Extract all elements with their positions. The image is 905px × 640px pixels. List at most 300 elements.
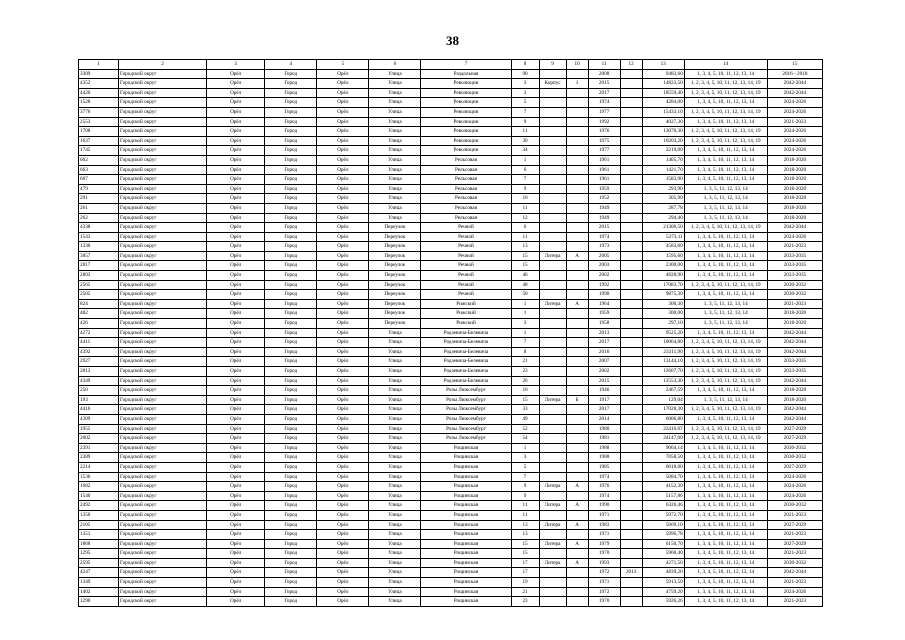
table-cell: Орёл [207, 501, 265, 511]
table-cell [539, 271, 566, 281]
table-cell [620, 472, 642, 482]
table-cell: 262 [79, 213, 119, 223]
table-cell: Революции [421, 117, 511, 127]
table-cell: Городской округ [119, 395, 207, 405]
table-cell: 1949 [588, 213, 620, 223]
table-cell: Городской округ [119, 558, 207, 568]
table-row [79, 357, 823, 367]
table-cell [566, 69, 588, 79]
table-cell: Город [265, 213, 317, 223]
table-cell: 1971 [588, 578, 620, 588]
table-cell: Орёл [207, 578, 265, 588]
table-cell: Орёл [207, 299, 265, 309]
table-cell: Городской округ [119, 232, 207, 242]
table-cell: 4272 [79, 328, 119, 338]
table-cell: Орёл [317, 194, 369, 204]
table-cell [566, 549, 588, 559]
table-row [79, 424, 823, 434]
table-cell: 2021-2023 [767, 530, 822, 540]
table-cell: Городской округ [119, 155, 207, 165]
table-cell [539, 203, 566, 213]
table-cell: Речной [421, 251, 511, 261]
table-cell [539, 184, 566, 194]
table-row [79, 319, 823, 329]
table-row [79, 376, 823, 386]
table-cell: 2027-2029 [767, 424, 822, 434]
table-cell: 2300,00 [642, 261, 684, 271]
table-cell [620, 338, 642, 348]
table-cell: Улица [369, 136, 421, 146]
table-cell: 1, 3, 4, 5, 10, 11, 12, 13, 14 [684, 386, 767, 396]
table-cell: Улица [369, 424, 421, 434]
table-cell [566, 127, 588, 137]
table-cell: 15433,10 [642, 107, 684, 117]
table-cell: 2042-2044 [767, 88, 822, 98]
table-cell: 1, 2, 3, 4, 5, 10, 11, 12, 13, 14, 19 [684, 136, 767, 146]
table-cell: Город [265, 242, 317, 252]
table-cell [566, 357, 588, 367]
table-cell: Рощинская [421, 491, 511, 501]
table-cell: 1, 3, 4, 5, 10, 11, 12, 13, 14 [684, 251, 767, 261]
table-row [79, 88, 823, 98]
table-cell [566, 309, 588, 319]
table-cell: 4284,00 [642, 98, 684, 108]
table-cell: Орёл [207, 98, 265, 108]
table-cell [539, 597, 566, 607]
table-cell: Улица [369, 520, 421, 530]
table-cell: 2033-2035 [767, 261, 822, 271]
table-cell: 1, 3, 4, 5, 10, 11, 12, 13, 14 [684, 69, 767, 79]
table-cell: 4152,30 [642, 482, 684, 492]
table-cell: Рельсовая [421, 175, 511, 185]
table-cell: 1350 [79, 510, 119, 520]
table-cell: Городской округ [119, 79, 207, 89]
table-cell: 54 [511, 434, 539, 444]
table-row [79, 568, 823, 578]
table-cell: 1 [511, 299, 539, 309]
table-cell: Орёл [317, 88, 369, 98]
table-cell: 48 [511, 280, 539, 290]
table-row [79, 405, 823, 415]
table-cell: Орёл [317, 530, 369, 540]
table-cell: 1, 3, 4, 5, 10, 11, 12, 13, 14 [684, 232, 767, 242]
table-cell: Городской округ [119, 261, 207, 271]
table-cell: Литера [539, 395, 566, 405]
table-cell: 2042-2044 [767, 414, 822, 424]
table-cell: 1, 3, 4, 5, 10, 11, 12, 13, 14 [684, 98, 767, 108]
table-cell: 2021-2023 [767, 578, 822, 588]
table-cell: Орёл [317, 107, 369, 117]
table-cell [566, 184, 588, 194]
table-cell: Улица [369, 165, 421, 175]
table-cell: Орёл [317, 482, 369, 492]
table-cell: Речной [421, 261, 511, 271]
table-cell: Орёл [207, 414, 265, 424]
table-cell: Город [265, 319, 317, 329]
table-cell: Улица [369, 491, 421, 501]
table-cell: 30 [511, 136, 539, 146]
table-cell: 2024-2026 [767, 232, 822, 242]
table-cell: Город [265, 443, 317, 453]
table-cell: 23311,90 [642, 347, 684, 357]
table-cell: 2505 [79, 290, 119, 300]
table-cell: 2017 [588, 88, 620, 98]
table-cell: 15 [511, 549, 539, 559]
table-cell: 482 [79, 309, 119, 319]
table-cell: 21300,50 [642, 223, 684, 233]
table-cell: 2024-2026 [767, 136, 822, 146]
table-cell: Переулок [369, 280, 421, 290]
table-cell: Орёл [317, 405, 369, 415]
table-cell: 1330 [79, 242, 119, 252]
table-cell: 46 [511, 271, 539, 281]
table-cell: 1964 [588, 299, 620, 309]
table-cell: 2033-2035 [767, 367, 822, 377]
table-cell: Орёл [317, 319, 369, 329]
table-cell: Улица [369, 587, 421, 597]
table-cell: 1543 [79, 232, 119, 242]
table-cell: Город [265, 290, 317, 300]
table-cell: 1, 2, 3, 4, 5, 10, 11, 12, 13, 14, 19 [684, 88, 767, 98]
table-cell [620, 117, 642, 127]
table-cell: Рельсовая [421, 194, 511, 204]
table-cell: 4416 [79, 405, 119, 415]
table-cell: Рощинская [421, 530, 511, 540]
table-cell: Орёл [207, 405, 265, 415]
table-cell: Литера [539, 482, 566, 492]
table-cell: А [566, 501, 588, 511]
table-cell: 1970 [588, 597, 620, 607]
table-cell: Рощинская [421, 510, 511, 520]
table-cell [566, 271, 588, 281]
table-cell [620, 453, 642, 463]
table-cell [539, 136, 566, 146]
table-cell: 5913,50 [642, 578, 684, 588]
table-cell: Революции [421, 136, 511, 146]
table-cell [539, 491, 566, 501]
table-cell: 2030-2032 [767, 280, 822, 290]
table-cell: Рощинская [421, 482, 511, 492]
table-cell [566, 203, 588, 213]
table-cell: 1961 [588, 155, 620, 165]
table-cell: 1682 [79, 482, 119, 492]
table-cell: Орёл [207, 261, 265, 271]
table-cell: 7 [511, 107, 539, 117]
table-cell [566, 443, 588, 453]
table-cell [539, 453, 566, 463]
table-cell: 4027,30 [642, 117, 684, 127]
table-row [79, 194, 823, 204]
table-cell [620, 328, 642, 338]
table-cell [539, 549, 566, 559]
table-cell: Орёл [207, 462, 265, 472]
table-cell: Орёл [207, 510, 265, 520]
table-cell: 2214 [79, 462, 119, 472]
table-cell: Орёл [317, 568, 369, 578]
table-cell [566, 568, 588, 578]
table-cell: Городской округ [119, 357, 207, 367]
table-cell [539, 69, 566, 79]
table-cell: 1983 [588, 520, 620, 530]
table-cell: 2021-2023 [767, 549, 822, 559]
table-cell: Город [265, 491, 317, 501]
table-cell: Орёл [207, 367, 265, 377]
table-cell: Орёл [207, 434, 265, 444]
table-cell: Орёл [317, 309, 369, 319]
table-cell: Городской округ [119, 251, 207, 261]
table-cell [539, 261, 566, 271]
table-cell: 2042-2044 [767, 347, 822, 357]
table-cell: 824 [79, 299, 119, 309]
table-cell: 1955 [79, 424, 119, 434]
table-row [79, 232, 823, 242]
table-cell: 1971 [588, 510, 620, 520]
table-cell: Городской округ [119, 376, 207, 386]
column-header: 3 [207, 60, 265, 70]
table-cell [620, 357, 642, 367]
table-cell: 2021-2023 [767, 299, 822, 309]
table-cell: 2042-2044 [767, 223, 822, 233]
table-cell: Литера [539, 558, 566, 568]
table-row [79, 578, 823, 588]
table-cell: Городской округ [119, 549, 207, 559]
table-row [79, 146, 823, 156]
table-cell: Орёл [317, 184, 369, 194]
table-cell: 1946 [588, 386, 620, 396]
table-cell: 2803 [79, 271, 119, 281]
table-cell: Город [265, 376, 317, 386]
table-cell: 1961 [588, 175, 620, 185]
table-cell: Розы Люксембург [421, 414, 511, 424]
table-cell [620, 558, 642, 568]
table-cell: 5960,40 [642, 549, 684, 559]
table-cell: 4309 [79, 414, 119, 424]
table-cell: 9 [511, 482, 539, 492]
table-cell: Улица [369, 338, 421, 348]
table-cell: Улица [369, 453, 421, 463]
table-cell: 50 [511, 290, 539, 300]
table-cell: Орёл [317, 232, 369, 242]
table-cell: Улица [369, 549, 421, 559]
table-cell: Городской округ [119, 405, 207, 415]
table-cell: 9 [511, 491, 539, 501]
column-header: 14 [684, 60, 767, 70]
table-cell: 1, 2, 3, 4, 5, 10, 11, 12, 13, 14, 19 [684, 434, 767, 444]
table-row [79, 386, 823, 396]
table-cell: 2467,59 [642, 386, 684, 396]
table-cell: Городской округ [119, 146, 207, 156]
table-cell: Орёл [317, 462, 369, 472]
table-cell: 663 [79, 165, 119, 175]
table-cell [539, 424, 566, 434]
table-cell: 15 [511, 539, 539, 549]
table-cell: 1, 3, 4, 5, 10, 11, 12, 13, 14 [684, 530, 767, 540]
table-cell: 2105 [79, 520, 119, 530]
table-cell: 1, 3, 4, 5, 10, 11, 12, 13, 14 [684, 155, 767, 165]
table-cell: Улица [369, 510, 421, 520]
table-cell: Рощинская [421, 443, 511, 453]
table-cell: 1, 3, 4, 5, 10, 11, 12, 13, 14 [684, 117, 767, 127]
table-cell: 4271,50 [642, 558, 684, 568]
table-cell: 52 [511, 424, 539, 434]
table-cell: 287,78 [642, 203, 684, 213]
table-cell: 479 [79, 184, 119, 194]
table-cell: 2018-2020 [767, 386, 822, 396]
table-cell: Городской округ [119, 203, 207, 213]
table-cell: 1958 [588, 319, 620, 329]
table-cell: 2030-2032 [767, 501, 822, 511]
table-cell [620, 434, 642, 444]
table-cell: Городской округ [119, 414, 207, 424]
table-cell [620, 261, 642, 271]
table-cell: Орёл [207, 203, 265, 213]
table-cell: 1, 2, 3, 4, 5, 10, 11, 12, 13, 14, 19 [684, 405, 767, 415]
table-cell: 19 [511, 578, 539, 588]
table-cell [539, 117, 566, 127]
table-cell: 1, 3, 4, 5, 10, 11, 12, 13, 14 [684, 242, 767, 252]
table-cell: 17 [511, 568, 539, 578]
table-cell [566, 597, 588, 607]
table-cell [539, 434, 566, 444]
table-cell: Орёл [207, 319, 265, 329]
table-cell [566, 405, 588, 415]
table-cell: 7 [511, 338, 539, 348]
table-cell: 2024-2026 [767, 146, 822, 156]
table-cell: Улица [369, 376, 421, 386]
table-cell: Город [265, 232, 317, 242]
table-cell: 3776 [79, 107, 119, 117]
table-cell: 1976 [588, 482, 620, 492]
table-cell: Город [265, 107, 317, 117]
table-cell: 4759,20 [642, 587, 684, 597]
table-cell: 1992 [588, 280, 620, 290]
table-cell: Рельсовая [421, 165, 511, 175]
table-cell: 426 [79, 319, 119, 329]
table-row [79, 242, 823, 252]
table-cell: 1974 [588, 472, 620, 482]
table-cell: 5996,78 [642, 530, 684, 540]
table-cell: Городской округ [119, 107, 207, 117]
table-cell: 6326,46 [642, 501, 684, 511]
table-cell: Городской округ [119, 271, 207, 281]
table-cell [620, 578, 642, 588]
table-cell [566, 453, 588, 463]
table-cell: Улица [369, 184, 421, 194]
table-cell: Переулок [369, 309, 421, 319]
table-cell [539, 510, 566, 520]
table-cell: Орёл [207, 175, 265, 185]
table-cell: Революции [421, 127, 511, 137]
table-cell: 2008 [588, 69, 620, 79]
table-cell: Орёл [317, 155, 369, 165]
table-cell [620, 280, 642, 290]
table-cell: Городской округ [119, 184, 207, 194]
table-cell: 2003 [588, 261, 620, 271]
table-cell: Улица [369, 578, 421, 588]
table-cell: Литера [539, 520, 566, 530]
table-cell [566, 319, 588, 329]
table-cell: Город [265, 328, 317, 338]
table-cell [566, 376, 588, 386]
table-cell [566, 175, 588, 185]
table-cell: Орёл [207, 309, 265, 319]
table-cell: 7058,50 [642, 453, 684, 463]
table-cell [539, 443, 566, 453]
table-cell: Орёл [207, 242, 265, 252]
table-cell: 7 [511, 472, 539, 482]
table-cell: Городской округ [119, 98, 207, 108]
table-cell: 1, 3, 4, 5, 10, 11, 12, 13, 14 [684, 520, 767, 530]
table-cell: Переулок [369, 242, 421, 252]
table-cell: 5 [511, 462, 539, 472]
table-cell: Орёл [317, 338, 369, 348]
table-cell: Орёл [207, 146, 265, 156]
table-cell [620, 424, 642, 434]
table-cell [566, 386, 588, 396]
table-cell: 1, 3, 4, 5, 10, 11, 12, 13, 14 [684, 578, 767, 588]
table-cell: Городской округ [119, 501, 207, 511]
table-cell: Орёл [207, 530, 265, 540]
table-cell: Орёл [207, 347, 265, 357]
table-cell [620, 165, 642, 175]
table-cell: 1, 2, 3, 4, 5, 10, 11, 12, 13, 14, 19 [684, 424, 767, 434]
table-cell: Речной [421, 290, 511, 300]
table-cell: 2553 [79, 117, 119, 127]
table-cell [566, 280, 588, 290]
table-cell [620, 395, 642, 405]
table-cell [539, 414, 566, 424]
table-cell: А [566, 520, 588, 530]
table-cell [620, 155, 642, 165]
table-cell [539, 405, 566, 415]
table-cell: Город [265, 251, 317, 261]
table-cell: 300,30 [642, 299, 684, 309]
table-row [79, 462, 823, 472]
table-cell: Рощинская [421, 539, 511, 549]
table-cell: Розы Люксембург [421, 434, 511, 444]
table-cell: 2018-2020 [767, 155, 822, 165]
table-row [79, 203, 823, 213]
table-cell: 297,10 [642, 319, 684, 329]
table-cell: 2391 [79, 443, 119, 453]
table-cell: Городской округ [119, 328, 207, 338]
table-row [79, 271, 823, 281]
table-row [79, 501, 823, 511]
table-cell: 1, 3, 4, 5, 10, 11, 12, 13, 14 [684, 549, 767, 559]
column-header: 15 [767, 60, 822, 70]
table-row [79, 597, 823, 607]
table-cell: Орёл [207, 558, 265, 568]
table-cell: 1974 [588, 232, 620, 242]
table-cell: Орёл [317, 117, 369, 127]
table-row [79, 338, 823, 348]
table-cell: Город [265, 453, 317, 463]
table-cell: Орёл [317, 213, 369, 223]
table-cell: А [566, 299, 588, 309]
table-cell: Орёл [317, 386, 369, 396]
table-cell: Орёл [207, 194, 265, 204]
table-cell: Орёл [207, 482, 265, 492]
table-cell: 3 [511, 88, 539, 98]
table-cell: 9064,14 [642, 443, 684, 453]
table-cell: 1, 3, 4, 5, 10, 11, 12, 13, 14 [684, 146, 767, 156]
table-cell: Орёл [317, 79, 369, 89]
table-cell: 6 [511, 165, 539, 175]
table-cell: Улица [369, 434, 421, 444]
table-cell: 1, 3, 5, 11, 12, 13, 14 [684, 203, 767, 213]
table-cell [566, 338, 588, 348]
table-cell: 1993 [588, 558, 620, 568]
